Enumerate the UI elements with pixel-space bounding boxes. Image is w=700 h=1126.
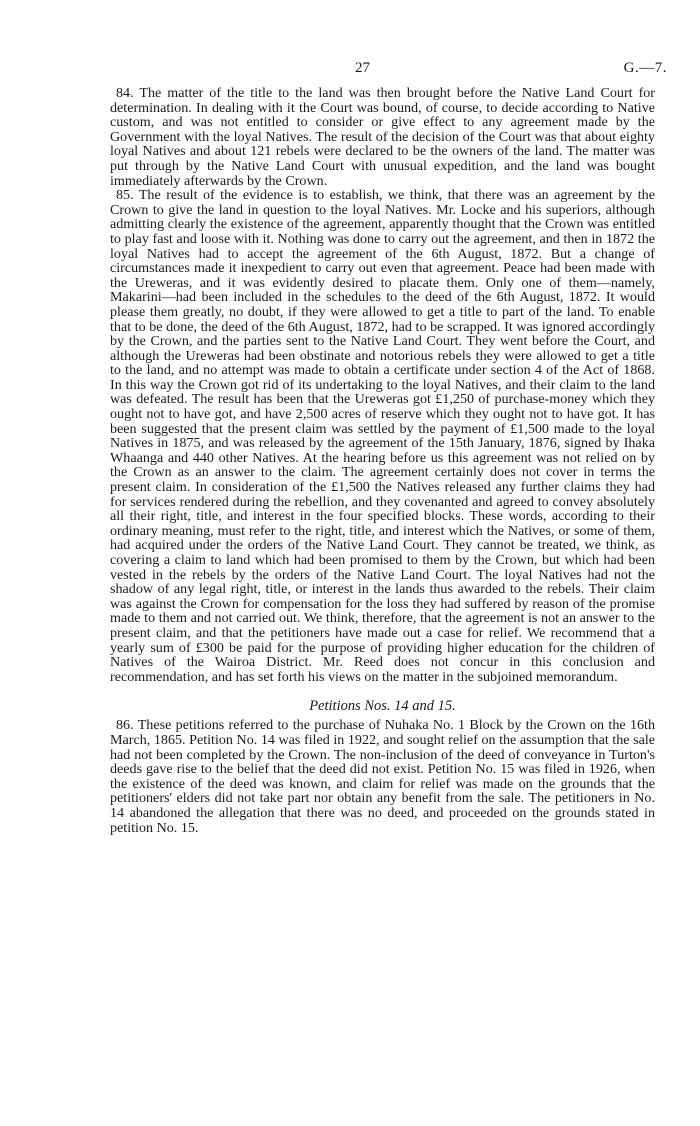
paragraph-text: The result of the evidence is to establish, we think, that there was an agreement by the Crown to give the land in question to the loyal Natives. Mr. Locke and his superiors, although admitting clearly the existence of the agreement, apparently thought that the Crown was entitled to play fast and loose with it. Nothing was done to carry out the agreement, and then in 1872 the loyal Natives had to accept the agreement of the 6th August, 1872. But a change of circumstances made it inexpedient to carry out even that agreement. Peace had been made with the Ureweras, and it was evidently desired to placate them. Only one of them—namely, Makarini—had been included in the schedules to the deed of the 6th August, 1872. It would please them greatly, no doubt, if they were allowed to get a title to part of the land. To enable that to be done, the deed of the 6th August, 1872, had to be scrapped. It was ignored accordingly by the Crown, and the parties sent to the Native Land Court. They went before the Court, and although the Ureweras had been obstinate and notorious rebels they were allowed to get a title to the land, and no attempt was made to obtain a certificate under section 4 of the Act of 1868. In this way the Crown got rid of its undertaking to the loyal Natives, and their claim to the land was defeated. The result has been that the Ureweras got £1,250 of purchase-money which they ought not to have got, and have 2,500 acres of reserve which they ought not to have got. It has been suggested that the present claim was settled by the payment of £1,500 made to the loyal Natives in 1875, and was released by the agreement of the 15th January, 1876, signed by Ihaka Whaanga and 440 other Natives. At the hearing before us this agreement was not relied on by the Crown as an answer to the claim. The agreement certainly does not cover in terms the present claim. In consideration of the £1,500 the Natives released any further claims they had for services rendered during the rebellion, and they covenanted and agreed to convey absolutely all their right, title, and interest in the four specified blocks. These words, according to their ordinary meaning, must refer to the right, title, and interest which the Natives, or some of them, had acquired under the orders of the Native Land Court. They cannot be treated, we think, as covering a claim to land which had been promised to them by the Crown, but which had been vested in the rebels by the orders of the Native Land Court. The loyal Natives had not the shadow of any legal right, title, or interest in the lands thus awarded to the rebels. Their claim was against the Crown for compensation for the loss they had suffered by reason of the promise made to them and not carried out. We think, therefore, that the agreement is not an answer to the present claim, and that the petitioners have made out a case for relief. We recommend that a yearly sum of £300 be paid for the purpose of providing higher education for the children of Natives of the Wairoa District. Mr. Reed does not concur in this conclusion and recommendation, and has set forth his views on the matter in the subjoined memorandum. — [110, 187, 655, 685]
paragraph-text: The matter of the title to the land was then brought before the Native Land Court for determination. In dealing with it the Court was bound, of course, to decide according to Native custom, and was not entitled to consider or give effect to any agreement made by the Government with the loyal Natives. The result of the decision of the Court was that about eighty loyal Natives and about 121 rebels were declared to be the owners of the land. The matter was put through by the Native Land Court with unusual expedition, and the land was bought immediately afterwards by the Crown. — [110, 85, 656, 189]
paragraph-number: 85. — [116, 187, 134, 204]
page-number: 27 — [355, 60, 370, 76]
document-reference: G.—7. — [623, 60, 667, 76]
paragraph-text: These petitions referred to the purchase of Nuhaka No. 1 Block by the Crown on the 16th March, 1865. Petition No. 14 was filed in 1922, and sought relief on the assumption that the sale had not been completed by the Crown. The non-inclusion of the deed of conveyance in Turton's deeds gave rise to the belief that the deed did not exist. Petition No. 15 was filed in 1926, when the existence of the deed was known, and claim for relief was made on the grounds that the petitioners' elders did not take part nor obtain any benefit from the sale. The petitioners in No. 14 abandoned the allegation that there was no deed, and proceeded on the grounds stated in petition No. 15. — [110, 717, 655, 836]
page-header — [110, 60, 667, 86]
paragraph-number: 86. — [116, 717, 134, 734]
paragraph-85 — [110, 188, 655, 684]
paragraph-84 — [110, 86, 655, 188]
document-page — [110, 60, 667, 836]
paragraph-86 — [110, 718, 655, 835]
section-heading: Petitions Nos. 14 and 15. — [309, 698, 456, 715]
paragraph-number: 84. — [116, 85, 134, 101]
